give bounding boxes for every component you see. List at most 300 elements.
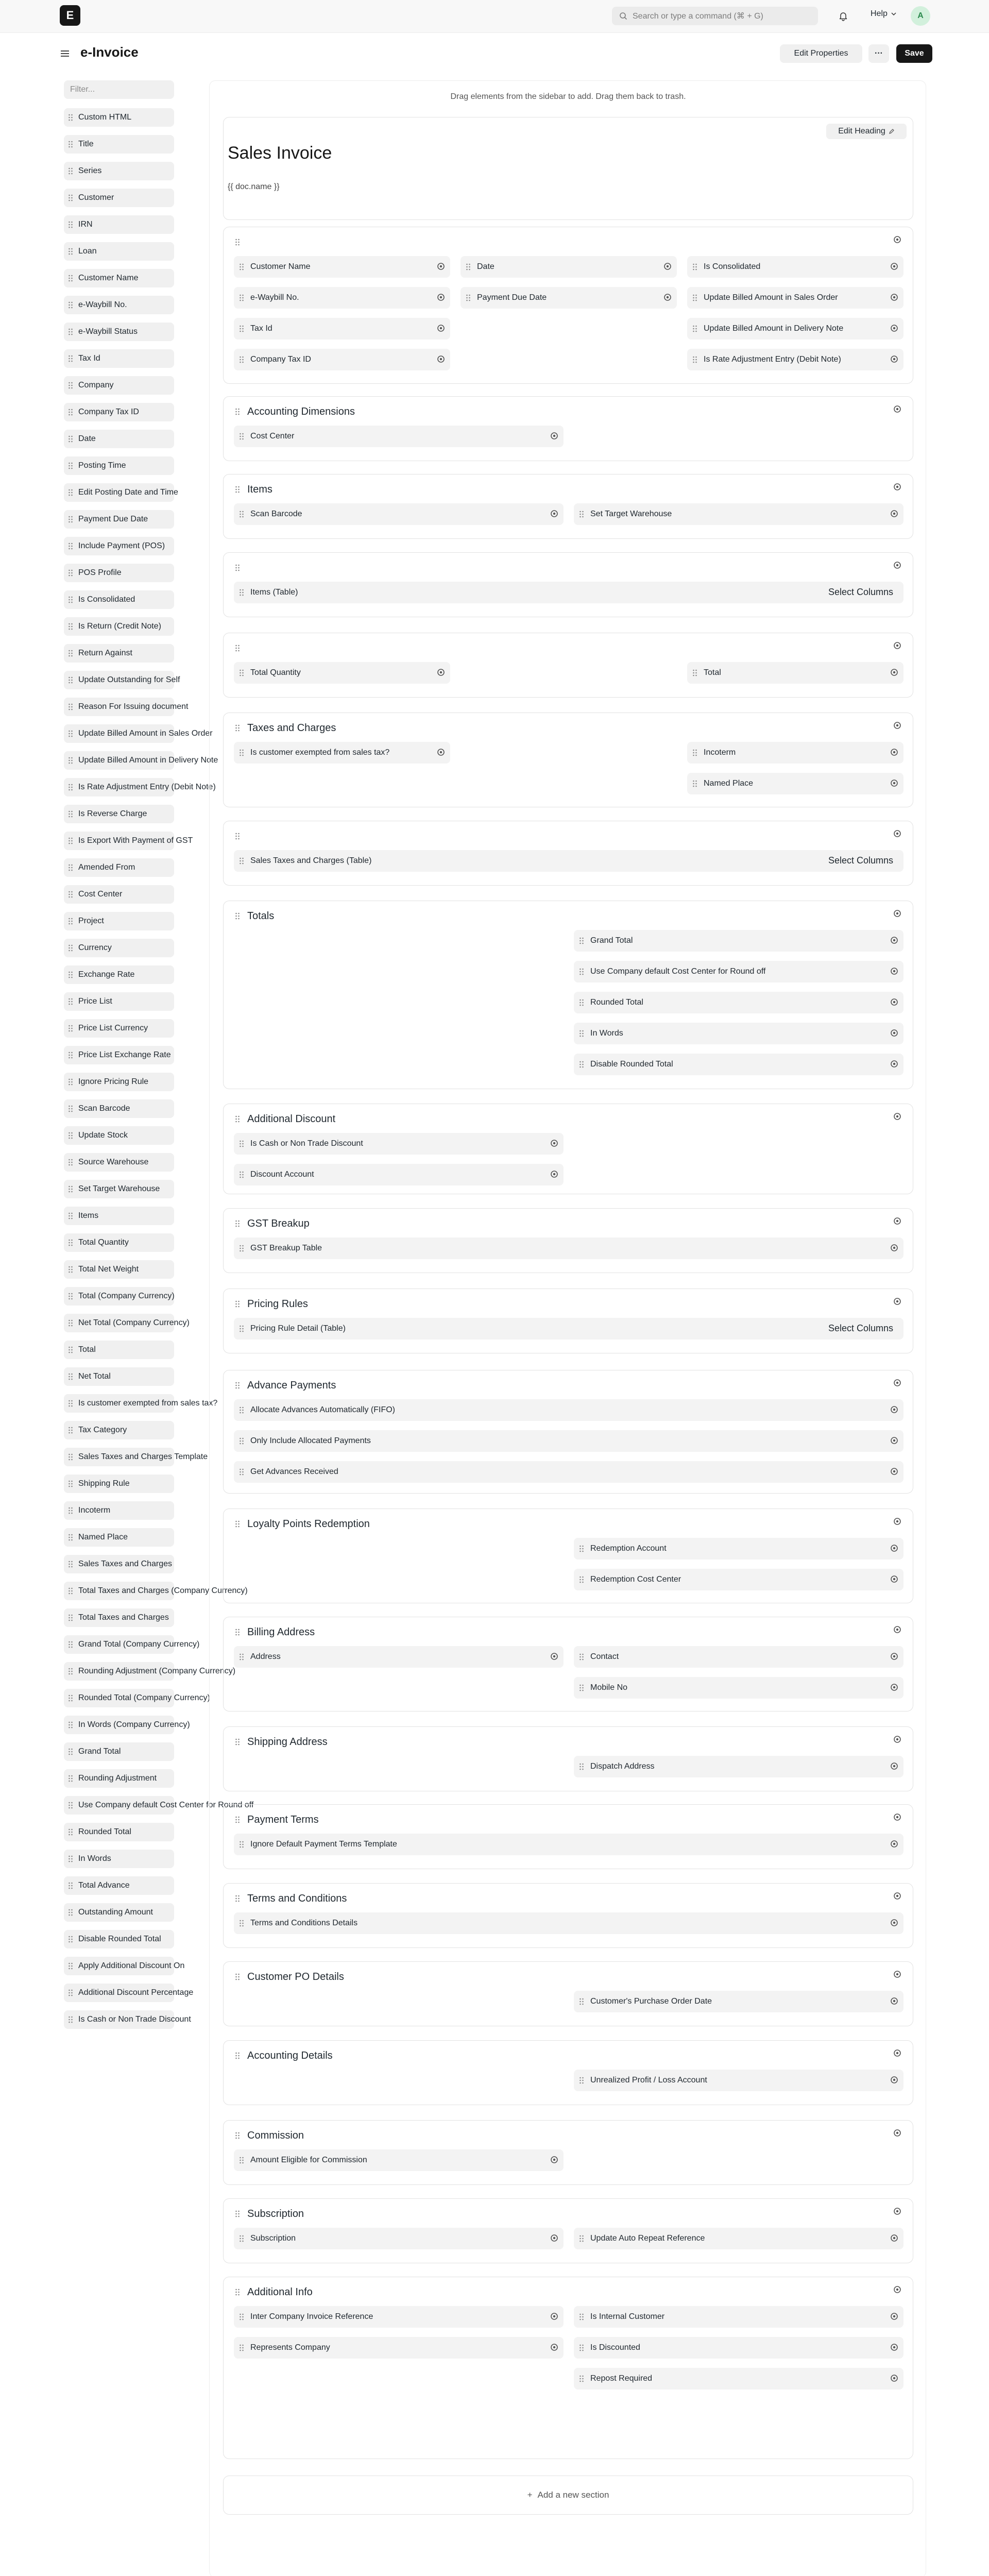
drag-handle-icon[interactable] bbox=[692, 325, 697, 333]
drag-handle-icon[interactable] bbox=[68, 649, 73, 657]
form-field[interactable] bbox=[574, 961, 903, 982]
drag-handle-icon[interactable] bbox=[579, 1575, 584, 1584]
field-settings-icon[interactable] bbox=[550, 2312, 558, 2320]
form-field[interactable] bbox=[234, 1430, 903, 1452]
form-field[interactable] bbox=[687, 256, 903, 278]
sidebar-field-item[interactable] bbox=[64, 992, 174, 1011]
drag-handle-icon[interactable] bbox=[68, 1721, 73, 1729]
drag-handle-icon[interactable] bbox=[239, 1468, 244, 1476]
more-options-button[interactable]: ··· bbox=[868, 44, 889, 63]
section-drag-handle-icon[interactable] bbox=[235, 644, 240, 652]
section-drag-handle-icon[interactable] bbox=[235, 1300, 240, 1308]
drag-handle-icon[interactable] bbox=[239, 1653, 244, 1661]
drag-handle-icon[interactable] bbox=[579, 510, 584, 518]
drag-handle-icon[interactable] bbox=[68, 515, 73, 523]
section-settings-icon[interactable] bbox=[893, 235, 901, 244]
form-field[interactable] bbox=[234, 1461, 903, 1483]
drag-handle-icon[interactable] bbox=[68, 1882, 73, 1890]
section-settings-icon[interactable] bbox=[893, 483, 901, 491]
sidebar-field-item[interactable] bbox=[64, 269, 174, 287]
field-settings-icon[interactable] bbox=[437, 324, 445, 332]
sidebar-field-item[interactable] bbox=[64, 296, 174, 314]
sidebar-field-item[interactable] bbox=[64, 644, 174, 663]
sidebar-field-item[interactable] bbox=[64, 1073, 174, 1091]
field-settings-icon[interactable] bbox=[890, 2312, 898, 2320]
sidebar-field-item[interactable] bbox=[64, 1662, 236, 1681]
drag-handle-icon[interactable] bbox=[68, 1989, 73, 1997]
sidebar-field-item[interactable] bbox=[64, 1260, 174, 1279]
drag-handle-icon[interactable] bbox=[68, 381, 73, 389]
drag-handle-icon[interactable] bbox=[239, 1437, 244, 1445]
field-settings-icon[interactable] bbox=[890, 967, 898, 975]
section-drag-handle-icon[interactable] bbox=[235, 408, 240, 416]
sidebar-field-item[interactable] bbox=[64, 162, 174, 180]
sidebar-field-item[interactable] bbox=[64, 1153, 174, 1172]
sidebar-field-item[interactable] bbox=[64, 1394, 218, 1413]
section-settings-icon[interactable] bbox=[893, 2049, 901, 2057]
section-title[interactable]: Additional Info bbox=[247, 2286, 313, 2298]
form-field[interactable] bbox=[234, 287, 450, 309]
sidebar-field-item[interactable] bbox=[64, 751, 218, 770]
sidebar-field-item[interactable] bbox=[64, 912, 174, 930]
sidebar-field-item[interactable] bbox=[64, 1716, 190, 1734]
sidebar-field-item[interactable] bbox=[64, 1448, 208, 1466]
sidebar-field-item[interactable] bbox=[64, 483, 178, 502]
drag-handle-icon[interactable] bbox=[68, 1051, 73, 1059]
field-settings-icon[interactable] bbox=[890, 1244, 898, 1252]
section-settings-icon[interactable] bbox=[893, 1735, 901, 1743]
sidebar-field-item[interactable] bbox=[64, 617, 174, 636]
drag-handle-icon[interactable] bbox=[239, 1919, 244, 1927]
drag-handle-icon[interactable] bbox=[692, 749, 697, 757]
field-settings-icon[interactable] bbox=[890, 1467, 898, 1476]
field-settings-icon[interactable] bbox=[890, 262, 898, 270]
drag-handle-icon[interactable] bbox=[239, 2234, 244, 2243]
field-settings-icon[interactable] bbox=[890, 1405, 898, 1414]
sidebar-field-item[interactable] bbox=[64, 1984, 194, 2002]
form-field[interactable] bbox=[234, 426, 564, 447]
field-settings-icon[interactable] bbox=[550, 1170, 558, 1178]
field-settings-icon[interactable] bbox=[437, 668, 445, 676]
section-title[interactable]: Terms and Conditions bbox=[247, 1892, 347, 1904]
section-title[interactable]: Totals bbox=[247, 910, 275, 922]
section-title[interactable]: Shipping Address bbox=[247, 1736, 328, 1748]
sidebar-field-item[interactable] bbox=[64, 537, 174, 555]
drag-handle-icon[interactable] bbox=[579, 2313, 584, 2321]
form-field[interactable] bbox=[234, 1399, 903, 1421]
drag-handle-icon[interactable] bbox=[692, 669, 697, 677]
section-settings-icon[interactable] bbox=[893, 2207, 901, 2215]
section-drag-handle-icon[interactable] bbox=[235, 2288, 240, 2296]
drag-handle-icon[interactable] bbox=[579, 1684, 584, 1692]
drag-handle-icon[interactable] bbox=[68, 837, 73, 845]
section-title[interactable]: Pricing Rules bbox=[247, 1298, 308, 1310]
drag-handle-icon[interactable] bbox=[579, 998, 584, 1007]
form-field[interactable] bbox=[234, 1164, 564, 1185]
drag-handle-icon[interactable] bbox=[68, 596, 73, 604]
drag-handle-icon[interactable] bbox=[239, 1171, 244, 1179]
sidebar-field-item[interactable] bbox=[64, 215, 174, 234]
section-drag-handle-icon[interactable] bbox=[235, 832, 240, 840]
section-drag-handle-icon[interactable] bbox=[235, 1115, 240, 1123]
sidebar-field-item[interactable] bbox=[64, 965, 174, 984]
drag-handle-icon[interactable] bbox=[68, 301, 73, 309]
drag-handle-icon[interactable] bbox=[68, 890, 73, 899]
sidebar-field-item[interactable] bbox=[64, 456, 174, 475]
field-settings-icon[interactable] bbox=[437, 355, 445, 363]
drag-handle-icon[interactable] bbox=[579, 1545, 584, 1553]
form-field[interactable] bbox=[234, 349, 450, 370]
drag-handle-icon[interactable] bbox=[579, 2234, 584, 2243]
section-settings-icon[interactable] bbox=[893, 2129, 901, 2137]
drag-handle-icon[interactable] bbox=[239, 294, 244, 302]
section-settings-icon[interactable] bbox=[893, 561, 901, 569]
field-settings-icon[interactable] bbox=[890, 779, 898, 787]
sidebar-field-item[interactable] bbox=[64, 1635, 200, 1654]
drag-handle-icon[interactable] bbox=[239, 749, 244, 757]
form-field[interactable] bbox=[234, 256, 450, 278]
field-settings-icon[interactable] bbox=[550, 510, 558, 518]
sidebar-field-item[interactable] bbox=[64, 1930, 174, 1948]
sidebar-field-item[interactable] bbox=[64, 2010, 191, 2029]
section-drag-handle-icon[interactable] bbox=[235, 485, 240, 494]
drag-handle-icon[interactable] bbox=[68, 1185, 73, 1193]
field-settings-icon[interactable] bbox=[437, 293, 445, 301]
sidebar-field-item[interactable] bbox=[64, 590, 174, 609]
drag-handle-icon[interactable] bbox=[68, 1372, 73, 1381]
form-field[interactable] bbox=[687, 662, 903, 684]
filter-input[interactable]: Filter... bbox=[64, 80, 174, 99]
drag-handle-icon[interactable] bbox=[239, 1840, 244, 1849]
drag-handle-icon[interactable] bbox=[68, 1158, 73, 1166]
drag-handle-icon[interactable] bbox=[68, 569, 73, 577]
section-title[interactable]: Additional Discount bbox=[247, 1113, 336, 1125]
drag-handle-icon[interactable] bbox=[68, 1426, 73, 1434]
field-settings-icon[interactable] bbox=[890, 1762, 898, 1770]
sidebar-field-item[interactable] bbox=[64, 1957, 185, 1975]
section-settings-icon[interactable] bbox=[893, 721, 901, 730]
section-drag-handle-icon[interactable] bbox=[235, 1520, 240, 1528]
field-settings-icon[interactable] bbox=[890, 1575, 898, 1583]
drag-handle-icon[interactable] bbox=[68, 1131, 73, 1140]
drag-handle-icon[interactable] bbox=[692, 779, 697, 788]
sidebar-field-item[interactable] bbox=[64, 1823, 174, 1841]
section-drag-handle-icon[interactable] bbox=[235, 1219, 240, 1228]
form-field[interactable] bbox=[687, 318, 903, 340]
form-field[interactable] bbox=[234, 2228, 564, 2249]
section-drag-handle-icon[interactable] bbox=[235, 1973, 240, 1981]
section-settings-icon[interactable] bbox=[893, 641, 901, 650]
field-settings-icon[interactable] bbox=[550, 1652, 558, 1660]
section-drag-handle-icon[interactable] bbox=[235, 1816, 240, 1824]
sidebar-field-item[interactable] bbox=[64, 564, 174, 582]
drag-handle-icon[interactable] bbox=[68, 1453, 73, 1461]
drag-handle-icon[interactable] bbox=[68, 756, 73, 765]
drag-handle-icon[interactable] bbox=[68, 1801, 73, 1809]
sidebar-field-item[interactable] bbox=[64, 858, 174, 877]
drag-handle-icon[interactable] bbox=[239, 1140, 244, 1148]
drag-handle-icon[interactable] bbox=[68, 1319, 73, 1327]
form-field[interactable] bbox=[687, 773, 903, 794]
drag-handle-icon[interactable] bbox=[68, 622, 73, 631]
form-field[interactable] bbox=[234, 1912, 903, 1934]
drag-handle-icon[interactable] bbox=[68, 194, 73, 202]
form-field[interactable] bbox=[687, 349, 903, 370]
table-field[interactable] bbox=[234, 1318, 903, 1340]
doc-title[interactable]: Sales Invoice bbox=[228, 143, 332, 163]
drag-handle-icon[interactable] bbox=[466, 263, 471, 271]
drag-handle-icon[interactable] bbox=[692, 355, 697, 364]
field-settings-icon[interactable] bbox=[550, 2343, 558, 2351]
sidebar-field-item[interactable] bbox=[64, 349, 174, 368]
section-drag-handle-icon[interactable] bbox=[235, 1381, 240, 1389]
drag-handle-icon[interactable] bbox=[68, 1212, 73, 1220]
form-field[interactable] bbox=[574, 2337, 903, 2359]
field-settings-icon[interactable] bbox=[890, 2234, 898, 2242]
field-settings-icon[interactable] bbox=[663, 293, 672, 301]
field-settings-icon[interactable] bbox=[890, 936, 898, 944]
field-settings-icon[interactable] bbox=[890, 748, 898, 756]
drag-handle-icon[interactable] bbox=[68, 863, 73, 872]
drag-handle-icon[interactable] bbox=[239, 325, 244, 333]
drag-handle-icon[interactable] bbox=[239, 669, 244, 677]
section-title[interactable]: Loyalty Points Redemption bbox=[247, 1518, 370, 1530]
drag-handle-icon[interactable] bbox=[68, 1078, 73, 1086]
drag-handle-icon[interactable] bbox=[239, 510, 244, 518]
section-drag-handle-icon[interactable] bbox=[235, 1628, 240, 1636]
sidebar-field-item[interactable] bbox=[64, 885, 174, 904]
sidebar-field-item[interactable] bbox=[64, 1314, 190, 1332]
form-field[interactable] bbox=[574, 2306, 903, 2328]
section-drag-handle-icon[interactable] bbox=[235, 912, 240, 920]
section-drag-handle-icon[interactable] bbox=[235, 2131, 240, 2140]
sidebar-field-item[interactable] bbox=[64, 1555, 174, 1573]
section-title[interactable]: Payment Terms bbox=[247, 1814, 319, 1825]
edit-properties-button[interactable]: Edit Properties bbox=[780, 44, 862, 63]
drag-handle-icon[interactable] bbox=[68, 810, 73, 818]
form-field[interactable] bbox=[234, 1834, 903, 1855]
drag-handle-icon[interactable] bbox=[68, 1935, 73, 1943]
sidebar-field-item[interactable] bbox=[64, 1367, 174, 1386]
table-field[interactable] bbox=[234, 850, 903, 872]
section-drag-handle-icon[interactable] bbox=[235, 2052, 240, 2060]
section-title[interactable]: Accounting Details bbox=[247, 2049, 333, 2061]
drag-handle-icon[interactable] bbox=[68, 1587, 73, 1595]
field-settings-icon[interactable] bbox=[890, 998, 898, 1006]
section-settings-icon[interactable] bbox=[893, 1297, 901, 1306]
form-field[interactable] bbox=[234, 1646, 564, 1668]
drag-handle-icon[interactable] bbox=[692, 294, 697, 302]
sidebar-field-item[interactable] bbox=[64, 778, 216, 796]
drag-handle-icon[interactable] bbox=[68, 328, 73, 336]
section-title[interactable]: GST Breakup bbox=[247, 1217, 310, 1229]
sidebar-field-item[interactable] bbox=[64, 1501, 174, 1520]
select-columns-button[interactable]: Select Columns bbox=[828, 1323, 893, 1333]
drag-handle-icon[interactable] bbox=[239, 2313, 244, 2321]
drag-handle-icon[interactable] bbox=[68, 1024, 73, 1032]
form-field[interactable] bbox=[574, 1756, 903, 1777]
table-field[interactable] bbox=[234, 582, 903, 603]
section-settings-icon[interactable] bbox=[893, 909, 901, 918]
sidebar-field-item[interactable] bbox=[64, 1207, 174, 1225]
add-section-button[interactable] bbox=[223, 2476, 913, 2515]
sidebar-field-item[interactable] bbox=[64, 1742, 174, 1761]
select-columns-button[interactable]: Select Columns bbox=[828, 587, 893, 597]
drag-handle-icon[interactable] bbox=[579, 1060, 584, 1069]
drag-handle-icon[interactable] bbox=[68, 1239, 73, 1247]
sidebar-field-item[interactable] bbox=[64, 1689, 210, 1707]
drag-handle-icon[interactable] bbox=[68, 783, 73, 791]
field-settings-icon[interactable] bbox=[550, 1139, 558, 1147]
drag-handle-icon[interactable] bbox=[579, 1997, 584, 2006]
sidebar-field-item[interactable] bbox=[64, 108, 174, 127]
sidebar-field-item[interactable] bbox=[64, 1233, 174, 1252]
sidebar-field-item[interactable] bbox=[64, 1341, 174, 1359]
field-settings-icon[interactable] bbox=[437, 262, 445, 270]
field-settings-icon[interactable] bbox=[437, 748, 445, 756]
sidebar-field-item[interactable] bbox=[64, 724, 213, 743]
form-field[interactable] bbox=[574, 1023, 903, 1044]
sidebar-field-item[interactable] bbox=[64, 242, 174, 261]
drag-handle-icon[interactable] bbox=[239, 263, 244, 271]
sidebar-field-item[interactable] bbox=[64, 1903, 174, 1922]
field-settings-icon[interactable] bbox=[890, 2374, 898, 2382]
drag-handle-icon[interactable] bbox=[68, 1265, 73, 1274]
drag-handle-icon[interactable] bbox=[68, 1774, 73, 1783]
field-settings-icon[interactable] bbox=[890, 355, 898, 363]
form-field[interactable] bbox=[461, 256, 677, 278]
field-settings-icon[interactable] bbox=[890, 2343, 898, 2351]
sidebar-field-item[interactable] bbox=[64, 1528, 174, 1547]
sidebar-field-item[interactable] bbox=[64, 805, 174, 823]
drag-handle-icon[interactable] bbox=[68, 435, 73, 443]
field-settings-icon[interactable] bbox=[890, 1840, 898, 1848]
drag-handle-icon[interactable] bbox=[68, 1667, 73, 1675]
drag-handle-icon[interactable] bbox=[68, 542, 73, 550]
drag-handle-icon[interactable] bbox=[68, 1828, 73, 1836]
form-field[interactable] bbox=[574, 1646, 903, 1668]
section-settings-icon[interactable] bbox=[893, 1970, 901, 1978]
section-settings-icon[interactable] bbox=[893, 1813, 901, 1821]
drag-handle-icon[interactable] bbox=[68, 944, 73, 952]
field-settings-icon[interactable] bbox=[890, 1652, 898, 1660]
drag-handle-icon[interactable] bbox=[68, 408, 73, 416]
drag-handle-icon[interactable] bbox=[68, 2015, 73, 2024]
drag-handle-icon[interactable] bbox=[68, 1908, 73, 1917]
form-field[interactable] bbox=[234, 2306, 564, 2328]
field-settings-icon[interactable] bbox=[890, 1436, 898, 1445]
drag-handle-icon[interactable] bbox=[68, 167, 73, 175]
section-settings-icon[interactable] bbox=[893, 1379, 901, 1387]
form-field[interactable] bbox=[574, 1569, 903, 1590]
form-field[interactable] bbox=[234, 2149, 564, 2171]
drag-handle-icon[interactable] bbox=[68, 247, 73, 256]
field-settings-icon[interactable] bbox=[550, 432, 558, 440]
sidebar-field-item[interactable] bbox=[64, 323, 174, 341]
sidebar-field-item[interactable] bbox=[64, 135, 174, 154]
sidebar-field-item[interactable] bbox=[64, 189, 174, 207]
section-drag-handle-icon[interactable] bbox=[235, 2210, 240, 2218]
sidebar-field-item[interactable] bbox=[64, 510, 174, 529]
field-settings-icon[interactable] bbox=[663, 262, 672, 270]
sidebar-field-item[interactable] bbox=[64, 430, 174, 448]
drag-handle-icon[interactable] bbox=[68, 354, 73, 363]
drag-handle-icon[interactable] bbox=[579, 2375, 584, 2383]
sidebar-field-item[interactable] bbox=[64, 698, 189, 716]
drag-handle-icon[interactable] bbox=[239, 857, 244, 865]
sidebar-field-item[interactable] bbox=[64, 1876, 174, 1895]
field-settings-icon[interactable] bbox=[890, 1997, 898, 2005]
form-field[interactable] bbox=[234, 662, 450, 684]
form-field[interactable] bbox=[574, 2228, 903, 2249]
sidebar-field-item[interactable] bbox=[64, 1475, 174, 1493]
form-field[interactable] bbox=[234, 1238, 903, 1259]
section-settings-icon[interactable] bbox=[893, 1112, 901, 1121]
section-title[interactable]: Taxes and Charges bbox=[247, 722, 336, 734]
form-field[interactable] bbox=[234, 503, 564, 525]
drag-handle-icon[interactable] bbox=[68, 1399, 73, 1408]
field-settings-icon[interactable] bbox=[550, 2156, 558, 2164]
form-field[interactable] bbox=[574, 1054, 903, 1075]
search-bar[interactable] bbox=[612, 7, 818, 25]
drag-handle-icon[interactable] bbox=[579, 1653, 584, 1661]
drag-handle-icon[interactable] bbox=[68, 1962, 73, 1970]
form-field[interactable] bbox=[574, 2368, 903, 2389]
sidebar-field-item[interactable] bbox=[64, 1421, 174, 1439]
sidebar-field-item[interactable] bbox=[64, 939, 174, 957]
form-field[interactable] bbox=[574, 503, 903, 525]
section-title[interactable]: Advance Payments bbox=[247, 1379, 336, 1391]
drag-handle-icon[interactable] bbox=[68, 1855, 73, 1863]
form-field[interactable] bbox=[234, 318, 450, 340]
section-title[interactable]: Accounting Dimensions bbox=[247, 405, 355, 417]
field-settings-icon[interactable] bbox=[550, 2234, 558, 2242]
field-settings-icon[interactable] bbox=[890, 510, 898, 518]
form-field[interactable] bbox=[574, 1991, 903, 2012]
drag-handle-icon[interactable] bbox=[68, 1346, 73, 1354]
form-field[interactable] bbox=[574, 992, 903, 1013]
section-title[interactable]: Commission bbox=[247, 2129, 304, 2141]
field-settings-icon[interactable] bbox=[890, 668, 898, 676]
drag-handle-icon[interactable] bbox=[239, 2156, 244, 2164]
drag-handle-icon[interactable] bbox=[579, 2076, 584, 2084]
sidebar-field-item[interactable] bbox=[64, 376, 174, 395]
form-field[interactable] bbox=[234, 742, 450, 764]
drag-handle-icon[interactable] bbox=[68, 703, 73, 711]
section-title[interactable]: Customer PO Details bbox=[247, 1971, 344, 1982]
section-title[interactable]: Items bbox=[247, 483, 272, 495]
sidebar-field-item[interactable] bbox=[64, 1850, 174, 1868]
notification-bell-icon[interactable] bbox=[835, 8, 851, 24]
sidebar-field-item[interactable] bbox=[64, 671, 180, 689]
form-field[interactable] bbox=[461, 287, 677, 309]
sidebar-field-item[interactable] bbox=[64, 1126, 174, 1145]
section-settings-icon[interactable] bbox=[893, 1625, 901, 1634]
section-drag-handle-icon[interactable] bbox=[235, 724, 240, 732]
drag-handle-icon[interactable] bbox=[68, 140, 73, 148]
form-field[interactable] bbox=[234, 2337, 564, 2359]
drag-handle-icon[interactable] bbox=[579, 2344, 584, 2352]
field-settings-icon[interactable] bbox=[890, 1060, 898, 1068]
drag-handle-icon[interactable] bbox=[579, 968, 584, 976]
drag-handle-icon[interactable] bbox=[239, 1325, 244, 1333]
drag-handle-icon[interactable] bbox=[68, 1694, 73, 1702]
drag-handle-icon[interactable] bbox=[466, 294, 471, 302]
avatar[interactable]: A bbox=[911, 6, 930, 26]
section-settings-icon[interactable] bbox=[893, 829, 901, 838]
drag-handle-icon[interactable] bbox=[68, 917, 73, 925]
drag-handle-icon[interactable] bbox=[68, 1506, 73, 1515]
